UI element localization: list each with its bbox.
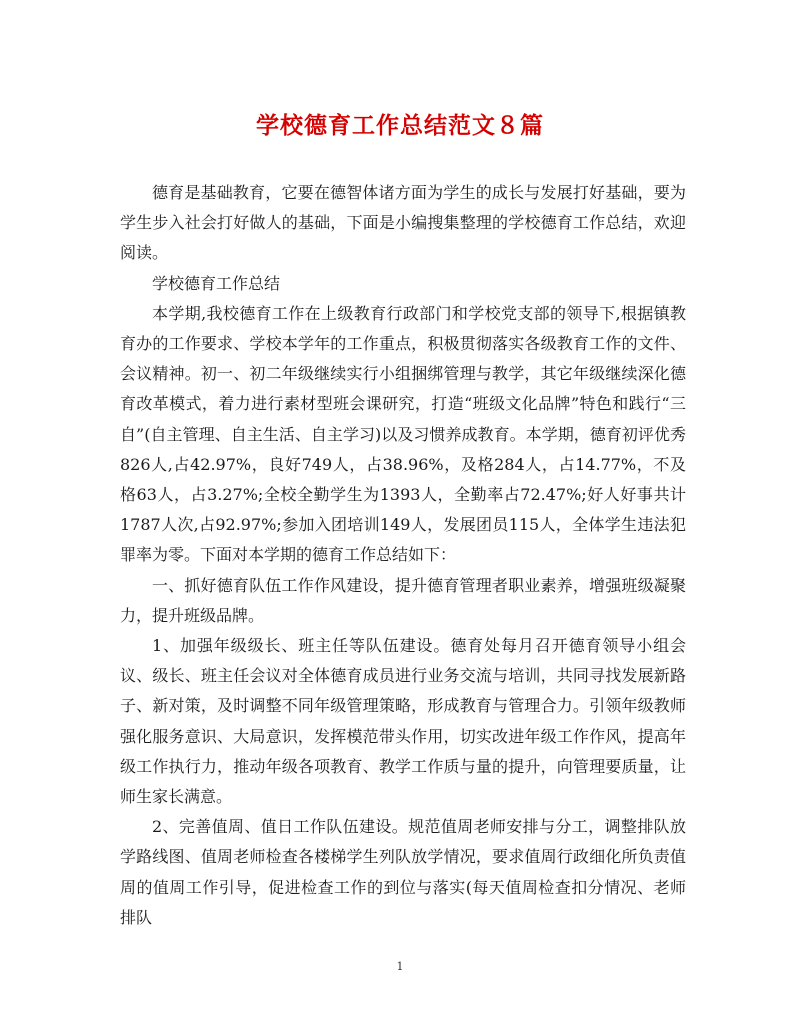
point-one-item-1: 1、加强年级级长、班主任等队伍建设。德育处每月召开德育领导小组会议、级长、班主任会议对全体德育成员进行业务交流与培训，共同寻找发展新路子、新对策，及时调整不同年级管理策略，形成教育与管理合力。引领年级教师强化服务意识、大局意识，发挥模范带头作用，切实改进年级工作作风，提高年级工作执行力，推动年级各项教育、教学工作质与量的提升，向管理要质量，让师生家长满意。 (120, 636, 686, 807)
point-one-item-2: 2、完善值周、值日工作队伍建设。规范值周老师安排与分工，调整排队放学路线图、值周老师检查各楼梯学生列队放学情况，要求值周行政细化所负责值周的值周工作引导，促进检查工作的到位与落实(每天值周检查扣分情况、老师排队 (120, 817, 686, 927)
document-body (120, 178, 686, 933)
section-heading: 学校德育工作总结 (152, 273, 281, 293)
document-title: 学校德育工作总结范文８篇 (256, 112, 544, 139)
summary-paragraph: 本学期,我校德育工作在上级教育行政部门和学校党支部的领导下,根据镇教育办的工作要求、学校本学年的工作重点，积极贯彻落实各级教育工作的文件、会议精神。初一、初二年级继续实行小组捆绑管理与教学，其它年级继续深化德育改革模式，着力进行素材型班会课研究，打造“班级文化品牌”特色和践行“三自”(自主管理、自主生活、自主学习)以及习惯养成教育。本学期，德育初评优秀826人,占42.97%，良好749人，占38.96%，及格284人，占14.77%，不及格63人，占3.27%;全校全勤学生为1393人，全勤率占72.47%;好人好事共计1787人次,占92.97%;参加入团培训149人，发展团员115人，全体学生违法犯罪率为零。下面对本学期的德育工作总结如下： (120, 303, 686, 565)
intro-paragraph: 德育是基础教育，它要在德智体诸方面为学生的成长与发展打好基础，要为学生步入社会打好做人的基础，下面是小编搜集整理的学校德育工作总结，欢迎阅读。 (120, 183, 686, 263)
page-number: 1 (396, 960, 404, 973)
point-one-heading: 一、抓好德育队伍工作作风建设，提升德育管理者职业素养，增强班级凝聚力，提升班级品牌。 (120, 575, 686, 625)
